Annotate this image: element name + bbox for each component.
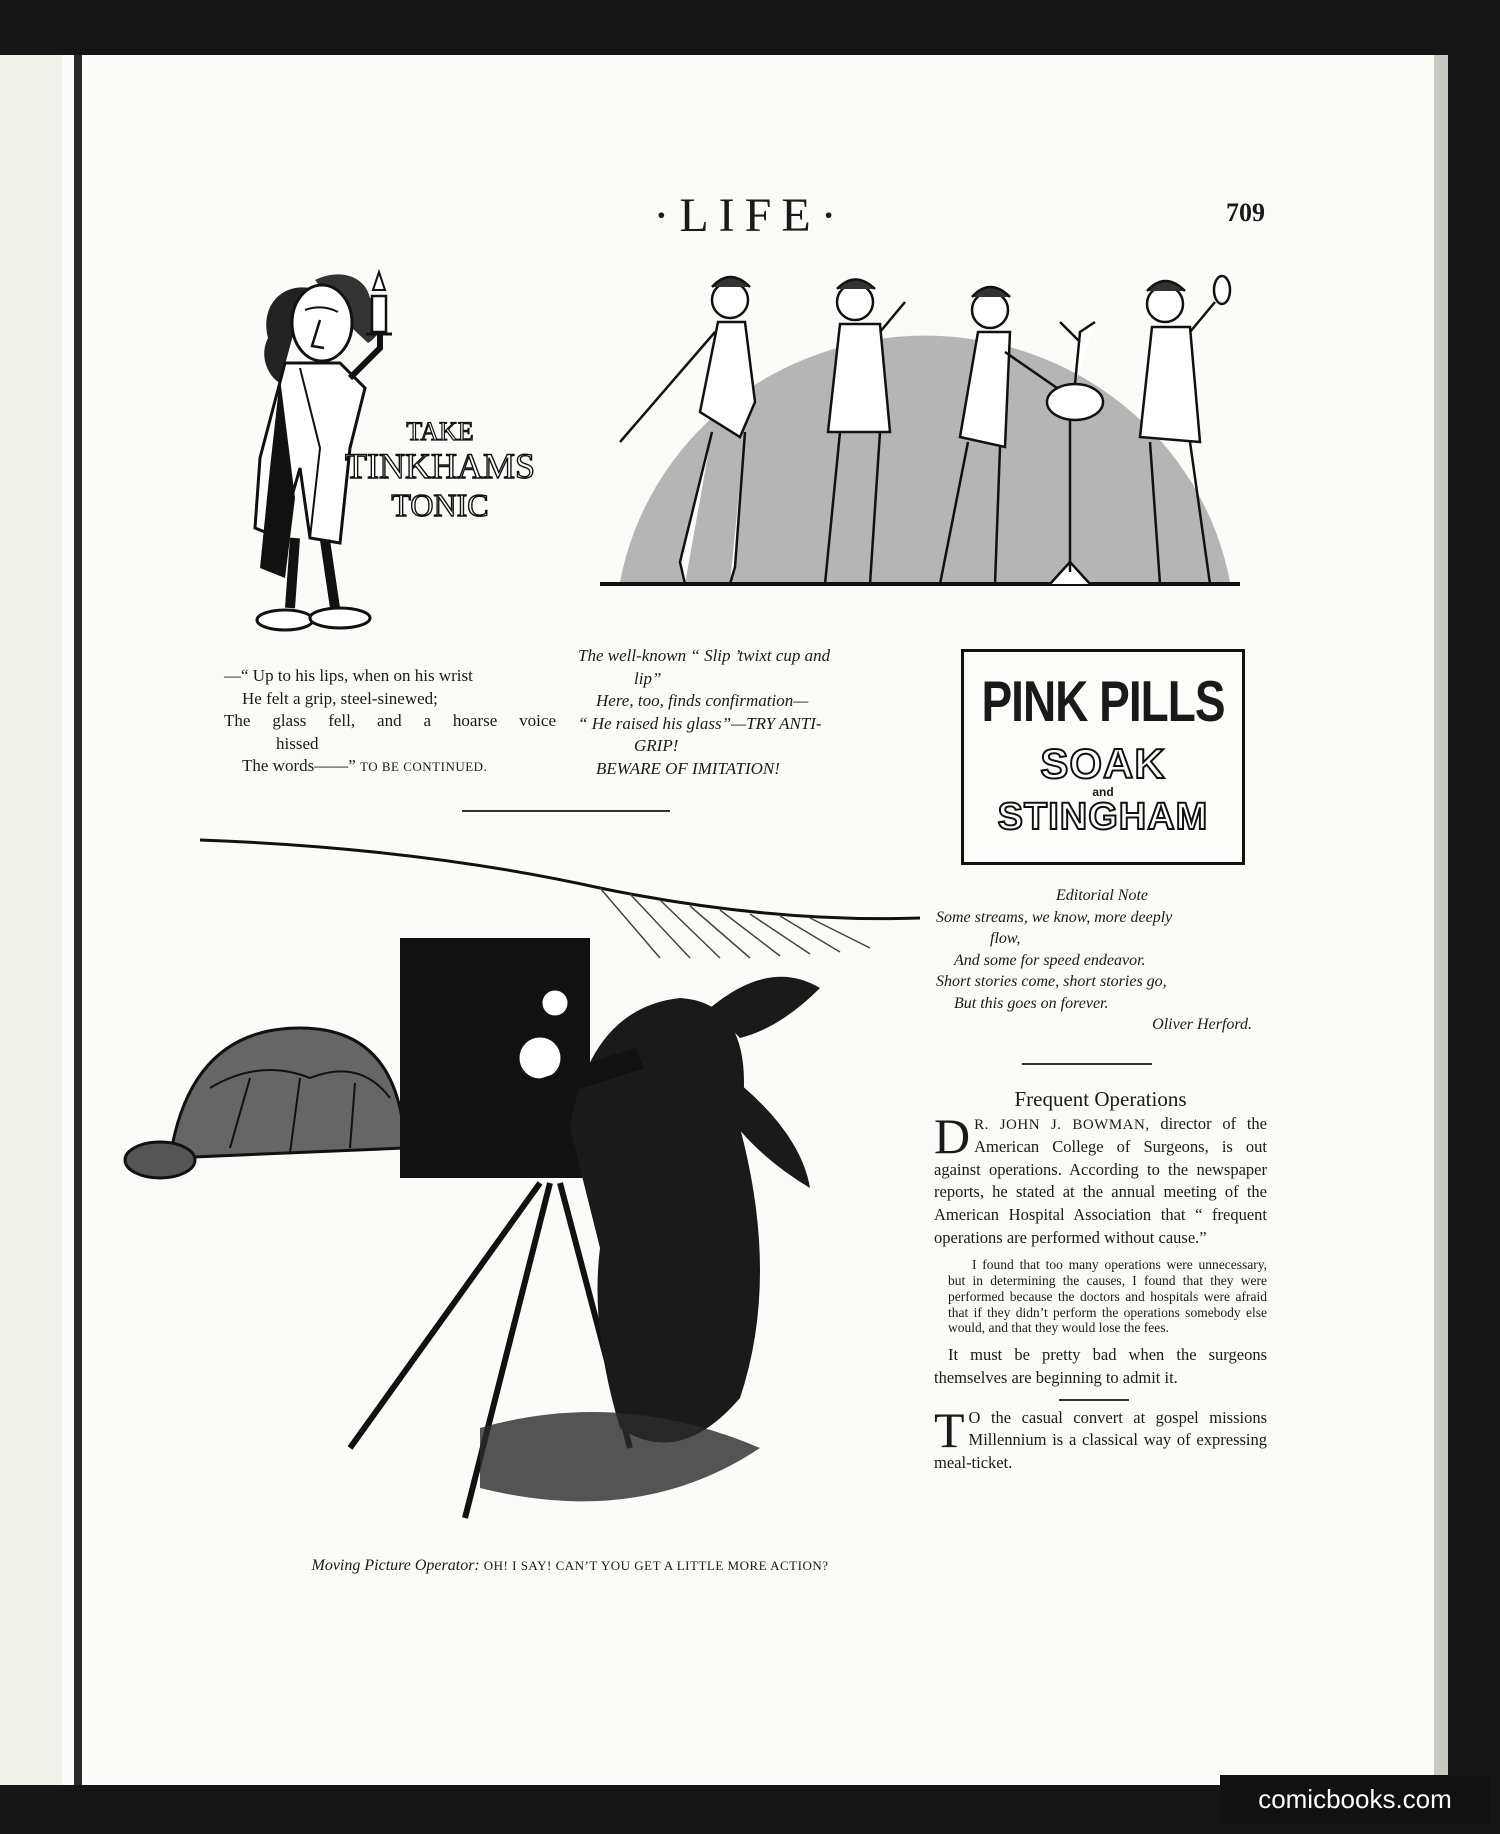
editorial-note-line-4: Short stories come, short stories go, <box>936 973 1167 990</box>
tonic-sign-line-3: TONIC <box>391 487 489 523</box>
editorial-note-author: Oliver Herford. <box>1152 1016 1252 1033</box>
caption-speaker: Moving Picture Operator: <box>311 1557 480 1574</box>
poem-middle-line-4: “ He raised his glass”—TRY ANTI- <box>578 713 822 733</box>
editorial-note-line-5: But this goes on forever. <box>954 994 1109 1012</box>
page-number: 709 <box>1226 198 1265 227</box>
tonic-cartoon-illustration <box>240 268 540 640</box>
editorial-note-title: Editorial Note <box>1056 887 1148 904</box>
squib-drop-cap: T <box>934 1401 965 1458</box>
editorial-note-line-3: And some for speed endeavor. <box>954 951 1146 969</box>
article-quote: I found that too many operations were unnecessary, but in determining the causes, I found that they were performed because the doctors and hospitals were afraid that if they didn’t perform the operations somebody else would, and that they would lose the fees. <box>948 1257 1267 1336</box>
ladies-cartoon-illustration <box>600 262 1240 617</box>
ad-line-pink-pills: PINK PILLS <box>981 668 1225 734</box>
facing-page-edge <box>0 55 62 1785</box>
editorial-note-line-1: Some streams, we know, more deeply <box>936 908 1173 926</box>
divider-rule <box>1022 1063 1152 1065</box>
article-frequent-operations <box>934 1088 1267 1475</box>
article-title: Frequent Operations <box>1014 1087 1187 1111</box>
rabbit-turtle-cartoon-illustration <box>120 828 920 1538</box>
divider-rule <box>1059 1399 1129 1401</box>
tonic-sign-line-1: TAKE <box>406 417 474 446</box>
watermark: comicbooks.com <box>1220 1775 1490 1823</box>
poem-middle-line-5: GRIP! <box>634 736 679 755</box>
poem-left-continued: TO BE CONTINUED. <box>360 759 488 774</box>
poem-left-line-5: The words——” <box>242 756 356 775</box>
poem-left-line-4: hissed <box>276 733 319 753</box>
editorial-note <box>936 885 1268 1036</box>
poem-left-line-3: The glass fell, and a hoarse voice <box>224 711 556 730</box>
poem-middle <box>578 645 918 780</box>
page-right-edge <box>1434 55 1448 1785</box>
ad-line-stingham: STINGHAM <box>997 796 1209 838</box>
divider-rule <box>462 810 670 812</box>
ad-line-and: and <box>1092 785 1114 799</box>
masthead-title: ·LIFE· <box>653 189 847 242</box>
pink-pills-ad-box <box>961 649 1245 865</box>
article-lead-smallcaps: R. JOHN J. BOWMAN, <box>974 1116 1150 1133</box>
tonic-sign-line-2: TINKHAMS <box>344 446 536 486</box>
poem-middle-line-6: BEWARE OF IMITATION! <box>596 758 780 778</box>
caption-text: OH! I SAY! CAN’T YOU GET A LITTLE MORE ACTION? <box>483 1558 829 1573</box>
article-lead-text: director of the American College of Surgeons, is out against operations. According to the newspaper reports, he stated at the annual meeting of the American Hospital Association that “ frequent operations are performed without cause.” <box>934 1113 1267 1247</box>
poem-middle-line-3: Here, too, finds confirmation— <box>596 691 809 710</box>
poem-left-line-1: —“ Up to his lips, when on his wrist <box>224 666 473 685</box>
poem-middle-line-1: The well-known “ Slip ’twixt cup and <box>578 646 831 665</box>
editorial-note-line-2: flow, <box>990 930 1021 947</box>
article-closing: It must be pretty bad when the surgeons themselves are beginning to admit it. <box>934 1345 1267 1387</box>
poem-left <box>224 665 556 779</box>
article-drop-cap: D <box>934 1107 971 1164</box>
cartoon-caption <box>270 1555 870 1577</box>
squib-text: O the casual convert at gospel missions Millennium is a classical way of expressing meal-ticket. <box>934 1407 1267 1473</box>
poem-middle-line-2: lip” <box>634 668 662 688</box>
poem-left-line-2: He felt a grip, steel-sinewed; <box>242 688 438 708</box>
ad-line-soak: SOAK <box>1040 740 1166 787</box>
page-gutter <box>74 55 82 1785</box>
